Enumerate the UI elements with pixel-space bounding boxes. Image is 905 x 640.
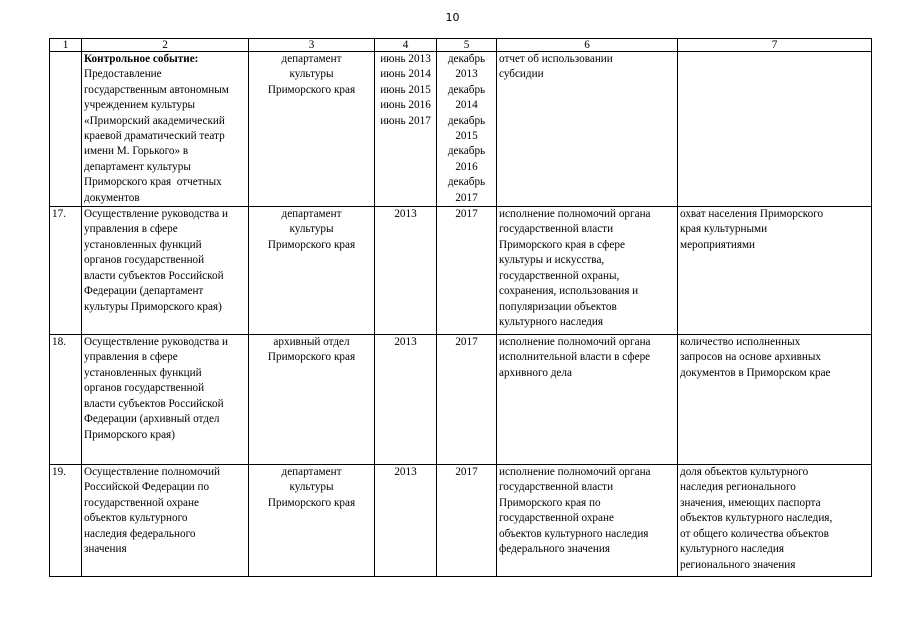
- header-col-1: 1: [50, 39, 82, 52]
- row-number: [50, 52, 82, 207]
- measure-name: [82, 52, 249, 207]
- header-col-5: 5: [437, 39, 497, 52]
- executor: департамент культуры Приморского края: [249, 465, 375, 577]
- start-date: июнь 2013 июнь 2014 июнь 2015 июнь 2016 июнь 2017: [375, 52, 437, 207]
- row-number: 18.: [50, 335, 82, 465]
- measure-name-text: Предоставление государственным автономным учреждением культуры «Приморский академический краевой драматический театр имени М. Горького» в департамент культуры Приморского края отчетных документов: [84, 68, 229, 204]
- end-date: 2017: [437, 465, 497, 577]
- header-row: [50, 39, 872, 52]
- table-row: [50, 335, 872, 465]
- end-date: 2017: [437, 207, 497, 335]
- table-row: [50, 465, 872, 577]
- indicator: [678, 52, 872, 207]
- indicator: количество исполненных запросов на основе архивных документов в Приморском крае: [678, 335, 872, 465]
- expected-result: исполнение полномочий органа государственной власти Приморского края по государственной охране объектов культурного наследия федерального значения: [497, 465, 678, 577]
- measures-table: [49, 38, 872, 577]
- header-col-6: 6: [497, 39, 678, 52]
- executor: архивный отдел Приморского края: [249, 335, 375, 465]
- start-date: 2013: [375, 465, 437, 577]
- measure-name: Осуществление руководства и управления в сфере установленных функций органов государственной власти субъектов Российской Федерации (архивный отдел Приморского края): [82, 335, 249, 465]
- end-date: декабрь 2013 декабрь 2014 декабрь 2015 декабрь 2016 декабрь 2017: [437, 52, 497, 207]
- header-col-4: 4: [375, 39, 437, 52]
- measure-name: Осуществление полномочий Российской Федерации по государственной охране объектов культурного наследия федерального значения: [82, 465, 249, 577]
- control-event-label: Контрольное событие:: [84, 53, 199, 65]
- executor: департамент культуры Приморского края: [249, 207, 375, 335]
- start-date: 2013: [375, 207, 437, 335]
- page-number: 10: [445, 11, 460, 24]
- expected-result: исполнение полномочий органа государственной власти Приморского края в сфере культуры и искусства, государственной охраны, сохранения, использования и популяризации объектов культурного наследия: [497, 207, 678, 335]
- start-date: 2013: [375, 335, 437, 465]
- expected-result: отчет об использовании субсидии: [497, 52, 678, 207]
- expected-result: исполнение полномочий органа исполнительной власти в сфере архивного дела: [497, 335, 678, 465]
- end-date: 2017: [437, 335, 497, 465]
- row-number: 17.: [50, 207, 82, 335]
- executor: департамент культуры Приморского края: [249, 52, 375, 207]
- header-col-3: 3: [249, 39, 375, 52]
- table-row: [50, 207, 872, 335]
- row-number: 19.: [50, 465, 82, 577]
- measure-name: Осуществление руководства и управления в сфере установленных функций органов государственной власти субъектов Российской Федерации (департамент культуры Приморского края): [82, 207, 249, 335]
- table-row: [50, 52, 872, 207]
- indicator: доля объектов культурного наследия регионального значения, имеющих паспорта объектов культурного наследия, от общего количества объектов культурного наследия регионального значения: [678, 465, 872, 577]
- indicator: охват населения Приморского края культурными мероприятиями: [678, 207, 872, 335]
- header-col-2: 2: [82, 39, 249, 52]
- header-col-7: 7: [678, 39, 872, 52]
